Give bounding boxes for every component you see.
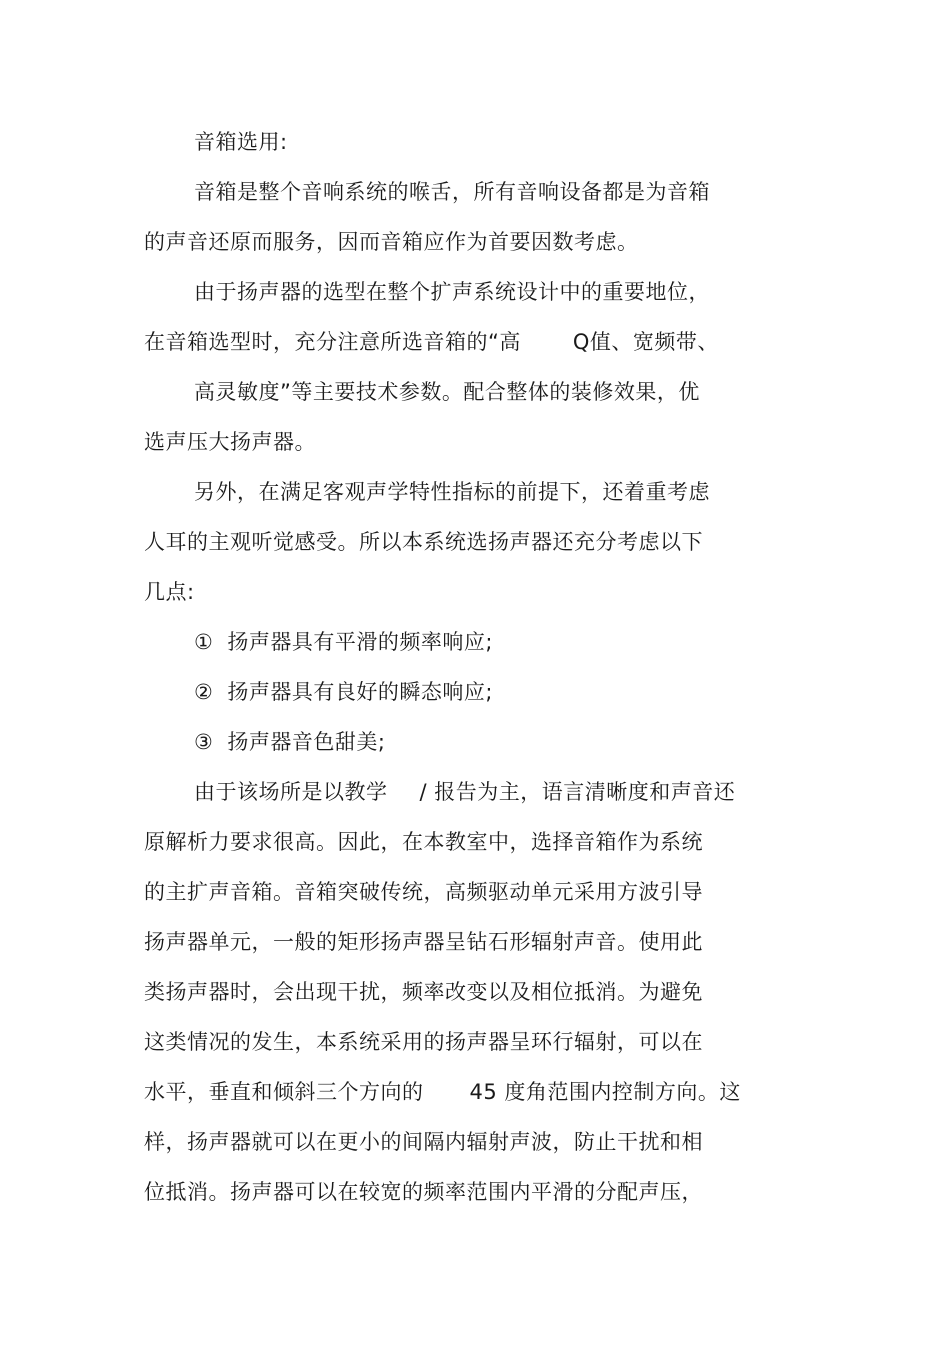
paragraph-2-line-2 — [144, 328, 719, 356]
paragraph-4-line-7 — [144, 1078, 741, 1106]
list-item-text: 扬声器音色甜美; — [227, 730, 386, 754]
paragraph-4-line-1-part-2: / 报告为主，语言清晰度和声音还 — [419, 780, 736, 804]
list-marker: ② — [194, 680, 214, 704]
paragraph-4-line-3: 的主扩声音箱。音箱突破传统，高频驱动单元采用方波引导 — [144, 880, 703, 904]
paragraph-2-line-3: 高灵敏度”等主要技术参数。配合整体的装修效果，优 — [194, 380, 700, 404]
paragraph-1-line-2: 的声音还原而服务，因而音箱应作为首要因数考虑。 — [144, 230, 639, 254]
list-item-text: 扬声器具有良好的瞬态响应; — [227, 680, 493, 704]
paragraph-3-line-1: 另外，在满足客观声学特性指标的前提下，还着重考虑 — [194, 480, 710, 504]
paragraph-4-line-5: 类扬声器时，会出现干扰，频率改变以及相位抵消。为避免 — [144, 980, 703, 1004]
list-marker: ① — [194, 630, 214, 654]
section-heading: 音箱选用: — [194, 130, 288, 154]
list-item — [194, 678, 493, 706]
paragraph-4-line-6: 这类情况的发生，本系统采用的扬声器呈环行辐射，可以在 — [144, 1030, 703, 1054]
paragraph-4-line-1-part-1: 由于该场所是以教学 — [194, 780, 388, 804]
paragraph-4-line-2: 原解析力要求很高。因此，在本教室中，选择音箱作为系统 — [144, 830, 703, 854]
paragraph-4-line-7-part-2: 45 度角范围内控制方向。这 — [469, 1080, 741, 1104]
paragraph-2-line-4: 选声压大扬声器。 — [144, 430, 316, 454]
paragraph-4-line-9: 位抵消。扬声器可以在较宽的频率范围内平滑的分配声压， — [144, 1180, 703, 1204]
list-item — [194, 628, 493, 656]
paragraph-2-line-1: 由于扬声器的选型在整个扩声系统设计中的重要地位， — [194, 280, 710, 304]
paragraph-2-line-2-part-2: Q值、宽频带、 — [572, 330, 719, 354]
paragraph-4-line-4: 扬声器单元，一般的矩形扬声器呈钻石形辐射声音。使用此 — [144, 930, 703, 954]
paragraph-3-line-3: 几点: — [144, 580, 195, 604]
paragraph-4-line-8: 样，扬声器就可以在更小的间隔内辐射声波，防止干扰和相 — [144, 1130, 703, 1154]
paragraph-1-line-1: 音箱是整个音响系统的喉舌，所有音响设备都是为音箱 — [194, 180, 710, 204]
paragraph-3-line-2: 人耳的主观听觉感受。所以本系统选扬声器还充分考虑以下 — [144, 530, 703, 554]
list-marker: ③ — [194, 730, 214, 754]
list-item-text: 扬声器具有平滑的频率响应; — [227, 630, 493, 654]
paragraph-4-line-7-part-1: 水平，垂直和倾斜三个方向的 — [144, 1080, 424, 1104]
paragraph-4-line-1 — [194, 778, 735, 806]
paragraph-2-line-2-part-1: 在音箱选型时，充分注意所选音箱的“高 — [144, 330, 521, 354]
list-item — [194, 728, 385, 756]
